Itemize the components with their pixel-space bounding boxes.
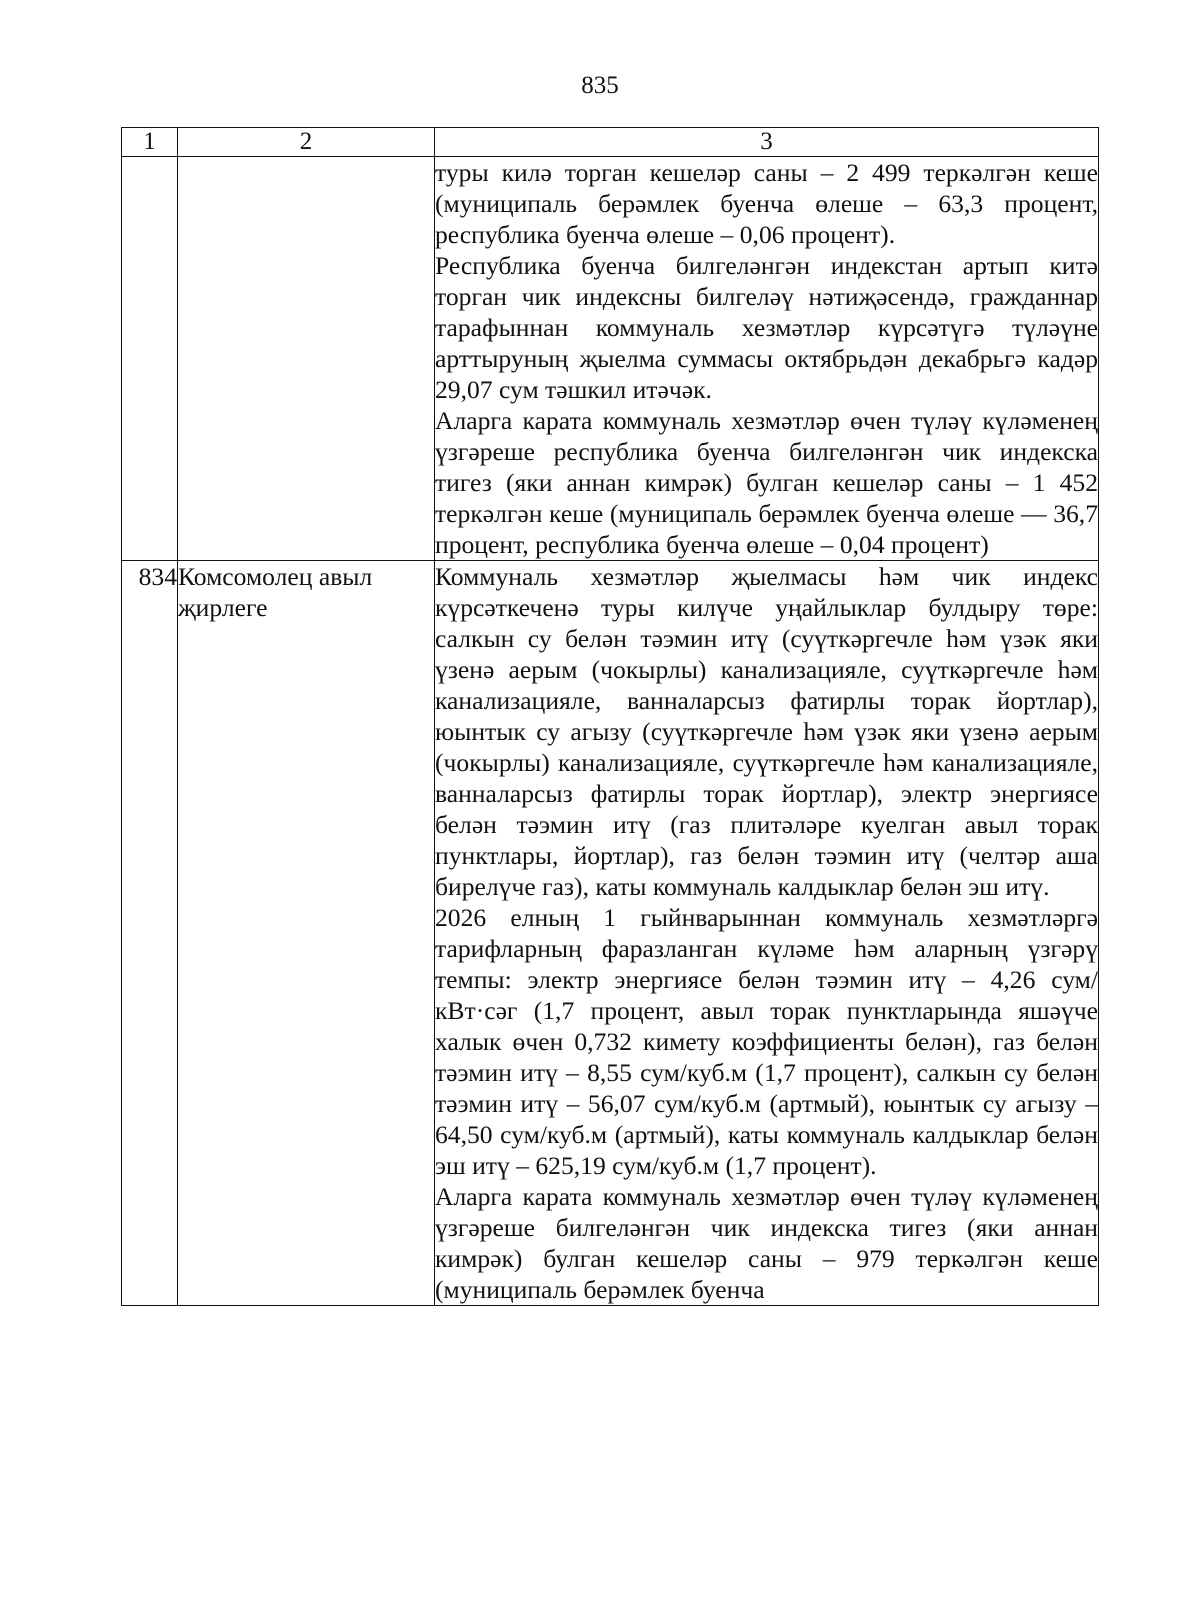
header-col-2: 2 xyxy=(178,128,435,157)
page-number: 835 xyxy=(581,72,619,99)
row-description xyxy=(435,561,1099,1306)
data-table xyxy=(121,127,1099,1306)
row-number: 834 xyxy=(122,561,178,1306)
table-row xyxy=(122,157,1099,561)
paragraph: туры килә торган кешеләр саны – 2 499 теркәлгән кеше (муниципаль берәмлек буенча өлеше – 63,3 процент, республика буенча өлеше – 0,06 процент). xyxy=(435,158,1098,249)
paragraph: 2026 елның 1 гыйнварыннан коммуналь хезмәтләргә тарифларның фаразланган күләме һәм аларның үзгәрү темпы: электр энергиясе белән тәэмин итү – 4,26 сум/кВт·сәг (1,7 процент, авыл торак пунктларында яшәүче халык өчен 0,732 кимету коэффициенты белән), газ белән тәэмин итү – 8,55 сум/куб.м (1,7 процент), салкын су белән тәэмин итү – 56,07 сум/куб.м (артмый), юынтык су агызу – 64,50 сум/куб.м (артмый), каты коммуналь калдыклар белән эш итү – 625,19 сум/куб.м (1,7 процент). xyxy=(435,903,1098,1180)
paragraph: Республика буенча билгеләнгән индекстан артып китә торган чик индексны билгеләү нәтиҗәсендә, гражданнар тарафыннан коммуналь хезмәтләр күрсәтүгә түләүне арттыруның җыелма суммасы октябрьдән декабрьгә кадәр 29,07 сум тәшкил итәчәк. xyxy=(435,251,1098,404)
settlement-name xyxy=(178,157,435,561)
paragraph: Аларга карата коммуналь хезмәтләр өчен түләү күләменең үзгәреше республика буенча билгеләнгән чик индекска тигез (яки аннан кимрәк) булган кешеләр саны – 1 452 теркәлгән кеше (муниципаль берәмлек буенча өлеше — 36,7 процент, республика буенча өлеше – 0,04 процент) xyxy=(435,406,1098,559)
paragraph: Коммуналь хезмәтләр җыелмасы һәм чик индекс күрсәткеченә туры килүче уңайлыклар булдыру төре: салкын су белән тәэмин итү (суүткәргечле һәм үзәк яки үзенә аерым (чокырлы) канализацияле, суүткәргечле һәм канализацияле, ванналарсыз фатирлы торак йортлар), юынтык су агызу (суүткәргечле һәм үзәк яки үзенә аерым (чокырлы) канализацияле, суүткәргечле һәм канализацияле, ванналарсыз фатирлы торак йортлар), электр энергиясе белән тәэмин итү (газ плитәләре куелган авыл торак пунктлары, йортлар), газ белән тәэмин итү (челтәр аша бирелүче газ), каты коммуналь калдыклар белән эш итү. xyxy=(435,562,1098,901)
table-header-row xyxy=(122,128,1099,157)
settlement-name: Комсомолец авыл җирлеге xyxy=(178,561,435,1306)
row-description xyxy=(435,157,1099,561)
table-row xyxy=(122,561,1099,1306)
header-col-1: 1 xyxy=(122,128,178,157)
paragraph: Аларга карата коммуналь хезмәтләр өчен түләү күләменең үзгәреше билгеләнгән чик индекска тигез (яки аннан кимрәк) булган кешеләр саны – 979 теркәлгән кеше (муниципаль берәмлек буенча xyxy=(435,1182,1098,1304)
header-col-3: 3 xyxy=(435,128,1099,157)
row-number xyxy=(122,157,178,561)
